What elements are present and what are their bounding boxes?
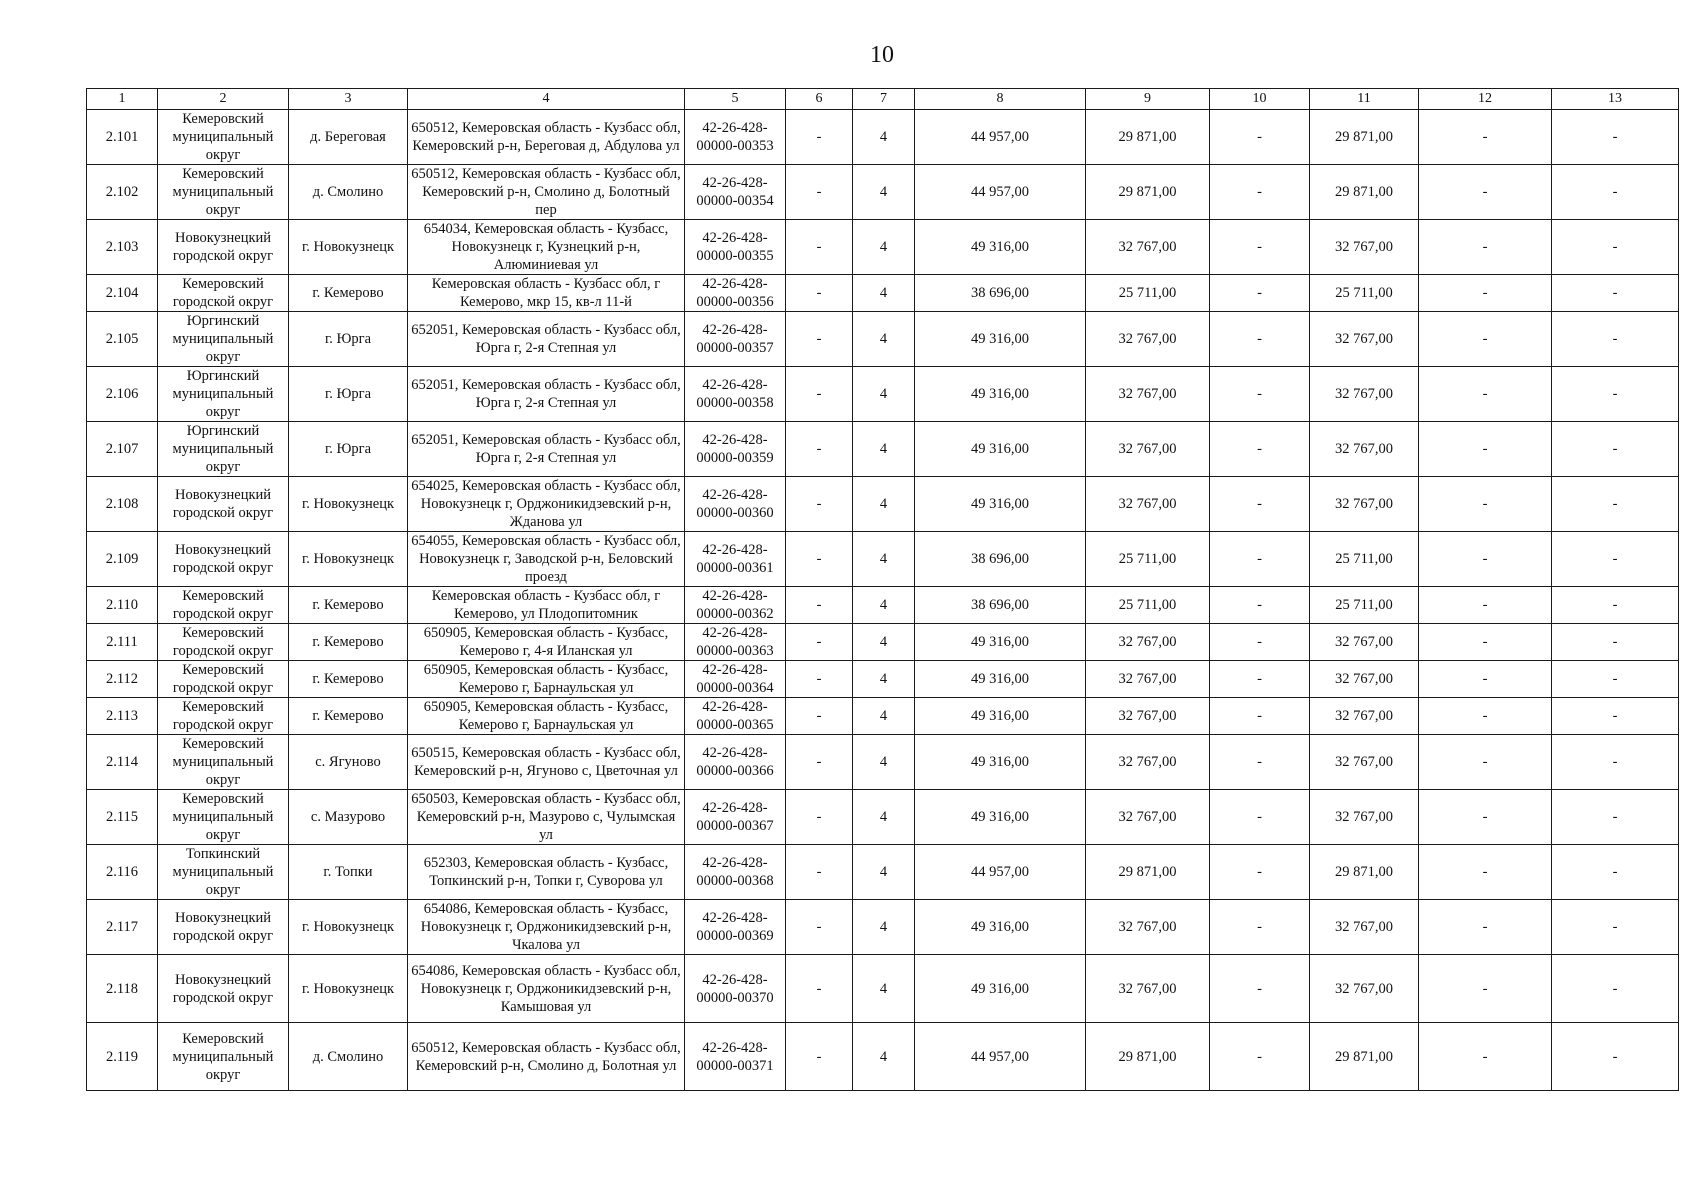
oktmo-code-cell: 42-26-428-00000-00354 [685,165,786,220]
col-6-cell: - [786,735,853,790]
settlement-cell: с. Мазурово [289,790,408,845]
col-13-cell: - [1552,661,1679,698]
table-row [87,735,1679,790]
header-cell: 8 [915,89,1086,110]
col-7-cell: 4 [853,165,915,220]
col-10-cell: - [1210,367,1310,422]
col-9-value-cell: 32 767,00 [1086,367,1210,422]
row-number-cell: 2.108 [87,477,158,532]
col-11-value-cell: 32 767,00 [1310,477,1419,532]
address-cell: 650512, Кемеровская область - Кузбасс обл, Кемеровский р-н, Береговая д, Абдулова ул [408,110,685,165]
row-number-cell: 2.109 [87,532,158,587]
table-row [87,955,1679,1023]
col-6-cell: - [786,900,853,955]
col-8-value-cell: 44 957,00 [915,110,1086,165]
oktmo-code-cell: 42-26-428-00000-00366 [685,735,786,790]
col-8-value-cell: 49 316,00 [915,477,1086,532]
col-11-value-cell: 32 767,00 [1310,220,1419,275]
col-11-value-cell: 29 871,00 [1310,165,1419,220]
header-cell: 1 [87,89,158,110]
row-number-cell: 2.115 [87,790,158,845]
col-9-value-cell: 32 767,00 [1086,735,1210,790]
oktmo-code-cell: 42-26-428-00000-00369 [685,900,786,955]
table-row [87,532,1679,587]
col-6-cell: - [786,220,853,275]
col-13-cell: - [1552,790,1679,845]
oktmo-code-cell: 42-26-428-00000-00367 [685,790,786,845]
col-8-value-cell: 49 316,00 [915,422,1086,477]
col-13-cell: - [1552,735,1679,790]
col-13-cell: - [1552,845,1679,900]
table-row [87,275,1679,312]
col-10-cell: - [1210,845,1310,900]
settlement-cell: г. Новокузнецк [289,900,408,955]
col-6-cell: - [786,367,853,422]
col-7-cell: 4 [853,955,915,1023]
col-7-cell: 4 [853,312,915,367]
col-11-value-cell: 29 871,00 [1310,845,1419,900]
oktmo-code-cell: 42-26-428-00000-00353 [685,110,786,165]
col-7-cell: 4 [853,1023,915,1091]
col-12-cell: - [1419,955,1552,1023]
table-row [87,698,1679,735]
col-10-cell: - [1210,275,1310,312]
table-row [87,1023,1679,1091]
col-9-value-cell: 32 767,00 [1086,312,1210,367]
col-7-cell: 4 [853,624,915,661]
col-9-value-cell: 32 767,00 [1086,624,1210,661]
col-11-value-cell: 32 767,00 [1310,661,1419,698]
municipality-cell: Топкинский муниципальный округ [158,845,289,900]
oktmo-code-cell: 42-26-428-00000-00359 [685,422,786,477]
oktmo-code-cell: 42-26-428-00000-00371 [685,1023,786,1091]
col-6-cell: - [786,312,853,367]
col-12-cell: - [1419,735,1552,790]
oktmo-code-cell: 42-26-428-00000-00361 [685,532,786,587]
col-9-value-cell: 32 767,00 [1086,477,1210,532]
col-10-cell: - [1210,1023,1310,1091]
col-10-cell: - [1210,220,1310,275]
col-7-cell: 4 [853,220,915,275]
col-13-cell: - [1552,1023,1679,1091]
row-number-cell: 2.119 [87,1023,158,1091]
col-12-cell: - [1419,587,1552,624]
municipality-cell: Новокузнецкий городской округ [158,955,289,1023]
col-13-cell: - [1552,698,1679,735]
address-cell: 650515, Кемеровская область - Кузбасс обл, Кемеровский р-н, Ягуново с, Цветочная ул [408,735,685,790]
oktmo-code-cell: 42-26-428-00000-00364 [685,661,786,698]
col-13-cell: - [1552,312,1679,367]
col-11-value-cell: 32 767,00 [1310,735,1419,790]
col-12-cell: - [1419,165,1552,220]
col-10-cell: - [1210,900,1310,955]
col-11-value-cell: 32 767,00 [1310,790,1419,845]
col-13-cell: - [1552,422,1679,477]
header-cell: 2 [158,89,289,110]
col-7-cell: 4 [853,422,915,477]
col-10-cell: - [1210,532,1310,587]
settlement-cell: г. Кемерово [289,624,408,661]
col-12-cell: - [1419,900,1552,955]
row-number-cell: 2.103 [87,220,158,275]
col-11-value-cell: 25 711,00 [1310,275,1419,312]
col-11-value-cell: 29 871,00 [1310,110,1419,165]
col-8-value-cell: 44 957,00 [915,1023,1086,1091]
settlement-cell: г. Юрга [289,312,408,367]
settlement-cell: г. Топки [289,845,408,900]
col-6-cell: - [786,661,853,698]
col-12-cell: - [1419,312,1552,367]
row-number-cell: 2.112 [87,661,158,698]
settlement-cell: г. Новокузнецк [289,955,408,1023]
col-12-cell: - [1419,845,1552,900]
col-6-cell: - [786,1023,853,1091]
col-8-value-cell: 49 316,00 [915,661,1086,698]
col-13-cell: - [1552,624,1679,661]
col-13-cell: - [1552,220,1679,275]
col-10-cell: - [1210,735,1310,790]
municipality-cell: Кемеровский городской округ [158,624,289,661]
oktmo-code-cell: 42-26-428-00000-00355 [685,220,786,275]
col-13-cell: - [1552,955,1679,1023]
page-number: 10 [870,42,894,68]
table-body [87,110,1679,1091]
col-13-cell: - [1552,587,1679,624]
header-cell: 3 [289,89,408,110]
header-cell: 11 [1310,89,1419,110]
col-7-cell: 4 [853,110,915,165]
row-number-cell: 2.117 [87,900,158,955]
col-8-value-cell: 44 957,00 [915,845,1086,900]
col-6-cell: - [786,532,853,587]
address-cell: 654025, Кемеровская область - Кузбасс обл, Новокузнецк г, Орджоникидзевский р-н, Жданова ул [408,477,685,532]
settlement-cell: г. Новокузнецк [289,220,408,275]
col-10-cell: - [1210,698,1310,735]
col-11-value-cell: 29 871,00 [1310,1023,1419,1091]
col-11-value-cell: 25 711,00 [1310,587,1419,624]
row-number-cell: 2.116 [87,845,158,900]
address-cell: Кемеровская область - Кузбасс обл, г Кемерово, ул Плодопитомник [408,587,685,624]
col-13-cell: - [1552,165,1679,220]
col-13-cell: - [1552,477,1679,532]
col-6-cell: - [786,165,853,220]
municipality-cell: Кемеровский городской округ [158,587,289,624]
col-11-value-cell: 32 767,00 [1310,900,1419,955]
col-10-cell: - [1210,110,1310,165]
municipality-cell: Кемеровский городской округ [158,661,289,698]
table-row [87,661,1679,698]
col-12-cell: - [1419,698,1552,735]
col-8-value-cell: 49 316,00 [915,312,1086,367]
col-8-value-cell: 49 316,00 [915,955,1086,1023]
settlement-cell: г. Кемерово [289,661,408,698]
address-cell: 654086, Кемеровская область - Кузбасс, Новокузнецк г, Орджоникидзевский р-н, Чкалова ул [408,900,685,955]
col-11-value-cell: 32 767,00 [1310,312,1419,367]
table-row [87,900,1679,955]
col-8-value-cell: 38 696,00 [915,532,1086,587]
col-12-cell: - [1419,1023,1552,1091]
address-cell: 654034, Кемеровская область - Кузбасс, Новокузнецк г, Кузнецкий р-н, Алюминиевая ул [408,220,685,275]
col-8-value-cell: 49 316,00 [915,624,1086,661]
address-cell: 650905, Кемеровская область - Кузбасс, Кемерово г, 4-я Иланская ул [408,624,685,661]
col-8-value-cell: 49 316,00 [915,790,1086,845]
header-cell: 4 [408,89,685,110]
col-10-cell: - [1210,422,1310,477]
oktmo-code-cell: 42-26-428-00000-00357 [685,312,786,367]
col-9-value-cell: 32 767,00 [1086,900,1210,955]
col-9-value-cell: 25 711,00 [1086,275,1210,312]
address-cell: 650503, Кемеровская область - Кузбасс обл, Кемеровский р-н, Мазурово с, Чулымская ул [408,790,685,845]
settlement-cell: г. Кемерово [289,275,408,312]
col-10-cell: - [1210,661,1310,698]
col-9-value-cell: 32 767,00 [1086,422,1210,477]
col-6-cell: - [786,275,853,312]
col-13-cell: - [1552,275,1679,312]
table-row [87,422,1679,477]
address-cell: 652303, Кемеровская область - Кузбасс, Топкинский р-н, Топки г, Суворова ул [408,845,685,900]
col-11-value-cell: 32 767,00 [1310,367,1419,422]
col-6-cell: - [786,790,853,845]
col-13-cell: - [1552,532,1679,587]
row-number-cell: 2.113 [87,698,158,735]
col-12-cell: - [1419,661,1552,698]
col-10-cell: - [1210,624,1310,661]
col-7-cell: 4 [853,661,915,698]
col-7-cell: 4 [853,367,915,422]
col-6-cell: - [786,477,853,532]
col-6-cell: - [786,587,853,624]
col-13-cell: - [1552,367,1679,422]
col-11-value-cell: 32 767,00 [1310,698,1419,735]
header-cell: 13 [1552,89,1679,110]
header-cell: 10 [1210,89,1310,110]
address-cell: 652051, Кемеровская область - Кузбасс обл, Юрга г, 2-я Степная ул [408,312,685,367]
col-6-cell: - [786,110,853,165]
oktmo-code-cell: 42-26-428-00000-00362 [685,587,786,624]
municipality-cell: Кемеровский муниципальный округ [158,165,289,220]
col-9-value-cell: 32 767,00 [1086,698,1210,735]
col-8-value-cell: 44 957,00 [915,165,1086,220]
col-9-value-cell: 29 871,00 [1086,1023,1210,1091]
col-10-cell: - [1210,587,1310,624]
col-6-cell: - [786,698,853,735]
col-10-cell: - [1210,790,1310,845]
col-7-cell: 4 [853,790,915,845]
col-11-value-cell: 32 767,00 [1310,955,1419,1023]
municipality-cell: Кемеровский муниципальный округ [158,735,289,790]
settlement-cell: г. Кемерово [289,587,408,624]
address-cell: Кемеровская область - Кузбасс обл, г Кемерово, мкр 15, кв-л 11-й [408,275,685,312]
municipality-cell: Кемеровский муниципальный округ [158,110,289,165]
col-12-cell: - [1419,477,1552,532]
oktmo-code-cell: 42-26-428-00000-00365 [685,698,786,735]
settlement-cell: д. Береговая [289,110,408,165]
address-cell: 650905, Кемеровская область - Кузбасс, Кемерово г, Барнаульская ул [408,661,685,698]
row-number-cell: 2.106 [87,367,158,422]
col-9-value-cell: 29 871,00 [1086,845,1210,900]
row-number-cell: 2.107 [87,422,158,477]
col-12-cell: - [1419,532,1552,587]
address-cell: 652051, Кемеровская область - Кузбасс обл, Юрга г, 2-я Степная ул [408,367,685,422]
settlement-cell: с. Ягуново [289,735,408,790]
table-row [87,790,1679,845]
col-9-value-cell: 29 871,00 [1086,165,1210,220]
col-8-value-cell: 49 316,00 [915,220,1086,275]
data-table [86,88,1679,1091]
oktmo-code-cell: 42-26-428-00000-00370 [685,955,786,1023]
col-7-cell: 4 [853,900,915,955]
settlement-cell: д. Смолино [289,165,408,220]
col-9-value-cell: 32 767,00 [1086,790,1210,845]
col-12-cell: - [1419,790,1552,845]
table-row [87,477,1679,532]
col-11-value-cell: 32 767,00 [1310,422,1419,477]
col-13-cell: - [1552,110,1679,165]
row-number-cell: 2.118 [87,955,158,1023]
oktmo-code-cell: 42-26-428-00000-00360 [685,477,786,532]
header-cell: 12 [1419,89,1552,110]
col-10-cell: - [1210,477,1310,532]
municipality-cell: Юргинский муниципальный округ [158,422,289,477]
col-9-value-cell: 32 767,00 [1086,661,1210,698]
col-7-cell: 4 [853,698,915,735]
col-10-cell: - [1210,312,1310,367]
col-10-cell: - [1210,165,1310,220]
address-cell: 654086, Кемеровская область - Кузбасс обл, Новокузнецк г, Орджоникидзевский р-н, Камышовая ул [408,955,685,1023]
oktmo-code-cell: 42-26-428-00000-00358 [685,367,786,422]
col-6-cell: - [786,955,853,1023]
col-9-value-cell: 32 767,00 [1086,220,1210,275]
col-8-value-cell: 49 316,00 [915,698,1086,735]
col-13-cell: - [1552,900,1679,955]
row-number-cell: 2.102 [87,165,158,220]
table-row [87,312,1679,367]
col-7-cell: 4 [853,477,915,532]
settlement-cell: г. Новокузнецк [289,532,408,587]
header-row [87,89,1679,110]
municipality-cell: Кемеровский городской округ [158,698,289,735]
col-6-cell: - [786,624,853,661]
col-7-cell: 4 [853,735,915,790]
col-7-cell: 4 [853,532,915,587]
col-7-cell: 4 [853,845,915,900]
table-row [87,165,1679,220]
table-row [87,587,1679,624]
table-row [87,624,1679,661]
row-number-cell: 2.114 [87,735,158,790]
col-8-value-cell: 49 316,00 [915,900,1086,955]
settlement-cell: г. Новокузнецк [289,477,408,532]
table-row [87,367,1679,422]
oktmo-code-cell: 42-26-428-00000-00363 [685,624,786,661]
header-cell: 9 [1086,89,1210,110]
col-12-cell: - [1419,110,1552,165]
address-cell: 650512, Кемеровская область - Кузбасс обл, Кемеровский р-н, Смолино д, Болотный пер [408,165,685,220]
col-11-value-cell: 25 711,00 [1310,532,1419,587]
col-12-cell: - [1419,624,1552,661]
col-8-value-cell: 38 696,00 [915,587,1086,624]
col-12-cell: - [1419,422,1552,477]
address-cell: 654055, Кемеровская область - Кузбасс обл, Новокузнецк г, Заводской р-н, Беловский проезд [408,532,685,587]
table-row [87,110,1679,165]
municipality-cell: Новокузнецкий городской округ [158,900,289,955]
col-12-cell: - [1419,275,1552,312]
row-number-cell: 2.105 [87,312,158,367]
address-cell: 650512, Кемеровская область - Кузбасс обл, Кемеровский р-н, Смолино д, Болотная ул [408,1023,685,1091]
col-9-value-cell: 32 767,00 [1086,955,1210,1023]
address-cell: 652051, Кемеровская область - Кузбасс обл, Юрга г, 2-я Степная ул [408,422,685,477]
settlement-cell: г. Кемерово [289,698,408,735]
settlement-cell: г. Юрга [289,422,408,477]
col-8-value-cell: 49 316,00 [915,735,1086,790]
col-10-cell: - [1210,955,1310,1023]
table-row [87,220,1679,275]
col-9-value-cell: 25 711,00 [1086,532,1210,587]
col-8-value-cell: 38 696,00 [915,275,1086,312]
municipality-cell: Юргинский муниципальный округ [158,367,289,422]
address-cell: 650905, Кемеровская область - Кузбасс, Кемерово г, Барнаульская ул [408,698,685,735]
col-12-cell: - [1419,220,1552,275]
table-row [87,845,1679,900]
col-6-cell: - [786,845,853,900]
row-number-cell: 2.110 [87,587,158,624]
col-9-value-cell: 29 871,00 [1086,110,1210,165]
municipality-cell: Кемеровский муниципальный округ [158,790,289,845]
municipality-cell: Новокузнецкий городской округ [158,220,289,275]
municipality-cell: Новокузнецкий городской округ [158,532,289,587]
col-6-cell: - [786,422,853,477]
col-12-cell: - [1419,367,1552,422]
municipality-cell: Кемеровский муниципальный округ [158,1023,289,1091]
header-cell: 6 [786,89,853,110]
col-11-value-cell: 32 767,00 [1310,624,1419,661]
municipality-cell: Новокузнецкий городской округ [158,477,289,532]
settlement-cell: д. Смолино [289,1023,408,1091]
col-9-value-cell: 25 711,00 [1086,587,1210,624]
oktmo-code-cell: 42-26-428-00000-00368 [685,845,786,900]
header-cell: 7 [853,89,915,110]
row-number-cell: 2.104 [87,275,158,312]
header-cell: 5 [685,89,786,110]
col-7-cell: 4 [853,275,915,312]
municipality-cell: Юргинский муниципальный округ [158,312,289,367]
municipality-cell: Кемеровский городской округ [158,275,289,312]
row-number-cell: 2.111 [87,624,158,661]
row-number-cell: 2.101 [87,110,158,165]
oktmo-code-cell: 42-26-428-00000-00356 [685,275,786,312]
col-8-value-cell: 49 316,00 [915,367,1086,422]
settlement-cell: г. Юрга [289,367,408,422]
col-7-cell: 4 [853,587,915,624]
